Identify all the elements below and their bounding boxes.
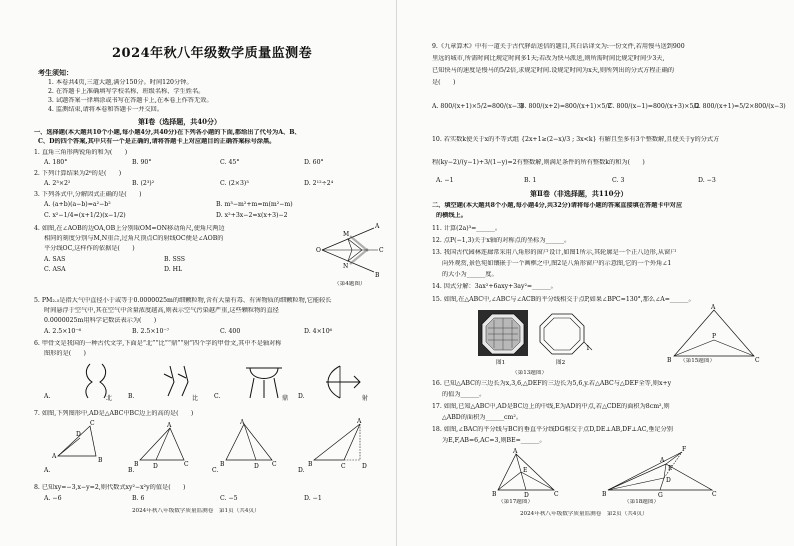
q9-option-b: B. 800/(x+2)=800/(x+1)×5/2 bbox=[520, 103, 612, 110]
fig17-label-a: A bbox=[513, 448, 518, 455]
q6-option-a: A. bbox=[44, 393, 51, 400]
fig7a-label-c: C bbox=[90, 420, 95, 427]
q7-option-b: B. bbox=[128, 467, 135, 474]
fig17-label-e: E bbox=[523, 467, 528, 474]
fig7a-label-a: A bbox=[52, 453, 57, 460]
glyph-caption-ding: 鼎 bbox=[282, 395, 289, 402]
q1-option-a: A. 180° bbox=[44, 159, 68, 166]
figure-15-triangle bbox=[667, 304, 760, 364]
q2-option-d: D. 2¹²÷2⁴ bbox=[304, 180, 334, 187]
q6-option-b: B. bbox=[128, 393, 135, 400]
figure-6-oracle-glyphs bbox=[44, 360, 374, 402]
fig4-label-c: C bbox=[379, 247, 384, 254]
fig7d-label-c: C bbox=[341, 463, 346, 470]
fig4-label-b: B bbox=[375, 272, 380, 279]
glyph-caption-bi: 比 bbox=[192, 395, 199, 402]
fig15-label-c: C bbox=[755, 357, 760, 364]
q9-option-d: D. 800/(x+1)=5/2×800/(x−3) bbox=[694, 103, 786, 110]
question-9-line: 里远的城市,所需时间比规定时间多1天;若改为快马派送,则所需时间比规定时间少3天, bbox=[432, 55, 665, 62]
section2-instruction: 二、填空题(本大题共8个小题,每小题4分,共32分)请将每小题的答案直接填在答题卡中对应 bbox=[432, 202, 683, 209]
glyph-caption-she: 射 bbox=[362, 395, 369, 402]
fig7d-label-d: D bbox=[362, 463, 367, 470]
question-15: 15. 如图,在△ABC中,∠ABC与∠ACB的平分线相交于点P,如果∠BPC=130°,那么∠A=______。 bbox=[432, 296, 695, 303]
section1-instruction: C、D的四个答案,其中只有一个是正确的,请将答题卡上对应题目的正确答案标号涂黑。 bbox=[38, 138, 276, 145]
fig4-label-n: N bbox=[343, 263, 349, 270]
q10-option-b: B. 1 bbox=[524, 177, 537, 184]
notice-heading: 考生须知： bbox=[38, 69, 73, 77]
page-1-footer: 2024年秋八年级数学质量监测卷 第1页（共4页） bbox=[132, 508, 260, 514]
q7-option-d: D. bbox=[298, 467, 305, 474]
fig7a-label-d: D bbox=[76, 431, 81, 438]
question-12: 12. 点P(−1,3)关于x轴的对称点的坐标为______。 bbox=[432, 237, 571, 244]
question-5-line: 时间悬浮于空气中,其在空气中含量浓度越高,则表示空气污染越严重,这些颗粒物的直径 bbox=[44, 307, 279, 314]
q4-option-c: C. ASA bbox=[44, 266, 66, 273]
fig18-label-d: D bbox=[666, 477, 671, 484]
fig4-label-m: M bbox=[343, 231, 350, 238]
part1-heading: 第Ⅰ卷（选择题，共40分） bbox=[138, 118, 222, 126]
question-16-line: 16. 已知△ABC的三边长为x,3,6,△DEF的三边长为5,6,y.若△ABC与△DEF全等,则x+y bbox=[432, 380, 672, 387]
q2-option-a: A. 2³×2² bbox=[44, 180, 71, 187]
q8-option-d: D. −1 bbox=[304, 495, 322, 502]
q5-option-b: B. 2.5×10⁻⁷ bbox=[132, 328, 170, 335]
notice-line: 4. 监测结束,请将本卷和答题卡一并交回。 bbox=[48, 106, 164, 113]
part2-heading: 第Ⅱ卷（非选择题，共110分） bbox=[530, 190, 628, 198]
q8-option-c: C. −5 bbox=[220, 495, 238, 502]
q3-option-d: D. x²+3x−2=x(x+3)−2 bbox=[216, 212, 288, 219]
figure-13-octagon-windows bbox=[478, 308, 598, 368]
fig7c-label-c: C bbox=[272, 461, 277, 468]
fig17-label-b: B bbox=[492, 491, 497, 498]
question-10-line: 10. 若实数k使关于x的不等式组 {2x+1≥(2−x)/3 ; 3x<k} 有解且至多有3个整数解,且使关于y的分式方 bbox=[432, 136, 720, 143]
notice-line: 3. 试题答案一律填涂或书写在答题卡上,在本卷上作答无效。 bbox=[48, 97, 213, 104]
question-5-line: 0.0000025m用科学记数法表示为( ) bbox=[44, 317, 157, 324]
question-5-line: 5. PM₂.₅是指大气中直径小于或等于0.0000025m的细颗粒物,含有大量有毒、有害物质的细颗粒物,它能较长 bbox=[34, 297, 332, 304]
question-2: 2. 下列计算结果为2⁶的是( ) bbox=[34, 170, 122, 177]
question-9-line: 已知快马的速度是慢马的5/2倍,求规定时间.设规定时间为x天,则所列出的分式方程正确的 bbox=[432, 67, 675, 74]
q8-option-a: A. −6 bbox=[44, 495, 62, 502]
q5-option-c: C. 400 bbox=[220, 328, 241, 335]
exam-title: 2024年秋八年级数学质量监测卷 bbox=[112, 46, 313, 61]
question-18-line: 为E,F,AB=6,AC=3,则BE=______。 bbox=[442, 437, 546, 444]
figure-7-triangles bbox=[44, 420, 374, 476]
fig17-label-c: C bbox=[554, 491, 559, 498]
question-13-line: 的大小为______度。 bbox=[442, 271, 498, 278]
question-3: 3. 下列各式中,分解因式正确的是( ) bbox=[34, 191, 142, 198]
section2-instruction: 的横线上。 bbox=[436, 212, 467, 219]
question-11: 11. 计算(2a)³=______。 bbox=[432, 225, 502, 232]
figure-15-caption: （第15题图） bbox=[680, 358, 716, 364]
glyph-caption-bei: 北 bbox=[106, 395, 113, 402]
q10-option-a: A. −1 bbox=[436, 177, 454, 184]
figure-18-caption: （第18题图） bbox=[624, 499, 660, 505]
page-2 bbox=[398, 0, 794, 546]
page-fold bbox=[396, 0, 397, 546]
question-14: 14. 因式分解：3ax²+6axy+3ay²=______。 bbox=[432, 283, 557, 290]
fig15-label-p: P bbox=[712, 333, 717, 340]
question-1: 1. 直角三角形两锐角的和为( ) bbox=[34, 149, 128, 156]
fig17-label-d: D bbox=[524, 492, 529, 499]
figure-18-triangle bbox=[602, 444, 720, 498]
q4-option-d: D. HL bbox=[164, 266, 183, 273]
fig18-label-g: G bbox=[658, 492, 663, 499]
question-16-line: 的值为______。 bbox=[442, 391, 486, 398]
fig18-label-f: F bbox=[682, 446, 687, 453]
question-4-line: 相同的刻度分别与M,N重合,过角尺顶点C的射线OC便是∠AOB的 bbox=[44, 235, 224, 242]
page-2-footer: 2024年秋八年级数学质量监测卷 第2页（共4页） bbox=[520, 511, 648, 517]
q1-option-d: D. 60° bbox=[304, 159, 324, 166]
fig7c-label-a: A bbox=[240, 419, 245, 426]
q9-option-c: C. 800/(x−1)=800/(x+3)×5/2 bbox=[608, 103, 700, 110]
q6-option-d: D. bbox=[298, 393, 305, 400]
fig18-label-e: E bbox=[668, 465, 673, 472]
fig4-label-o: O bbox=[316, 247, 321, 254]
fig13-sub-1: 图1 bbox=[496, 360, 506, 366]
fig15-label-b: B bbox=[667, 357, 672, 364]
q1-option-c: C. 45° bbox=[220, 159, 240, 166]
q10-option-c: C. 3 bbox=[612, 177, 625, 184]
fig7b-label-b: B bbox=[134, 461, 139, 468]
q4-option-a: A. SAS bbox=[44, 256, 66, 263]
fig7b-label-a: A bbox=[167, 422, 172, 429]
fig7c-label-b: B bbox=[220, 461, 225, 468]
figure-4-angle-ruler bbox=[318, 222, 382, 278]
q9-option-a: A. 800/(x+1)×5/2=800/(x−3) bbox=[432, 103, 524, 110]
question-17-line: 17. 如图,已知△ABC中,AD是BC边上的中线,E为AD的中点,若△CDE的面积为8cm²,则 bbox=[432, 403, 670, 410]
figure-17-caption: （第17题图） bbox=[498, 499, 534, 505]
q10-option-d: D. −3 bbox=[698, 177, 716, 184]
q1-option-b: B. 90° bbox=[132, 159, 152, 166]
fig13-sub-2: 图2 bbox=[556, 360, 566, 366]
fig13-angle-label: 1 bbox=[586, 345, 590, 352]
question-4-line: 4. 如图,在∠AOB的边OA,OB上分别取OM=ON移动角尺,使角尺两边 bbox=[34, 225, 225, 232]
question-17-line: △ABD的面积为______cm²。 bbox=[442, 414, 523, 421]
fig7b-label-d: D bbox=[153, 463, 158, 470]
q6-option-c: C. bbox=[214, 393, 221, 400]
fig18-label-b: B bbox=[602, 491, 607, 498]
q2-option-c: C. (2×3)³ bbox=[220, 180, 249, 187]
question-18-line: 18. 如图,∠BAC的平分线与BC的垂直平分线DG相交于点D,DE⊥AB,DF⊥AC,垂足分别 bbox=[432, 426, 673, 433]
fig7d-label-b: B bbox=[308, 461, 313, 468]
question-6-line: 图形的是( ) bbox=[44, 350, 86, 357]
figure-13-caption: （第13题图） bbox=[512, 370, 548, 376]
q4-option-b: B. SSS bbox=[164, 256, 185, 263]
q3-option-b: B. m³−m²+m=m(m²−m) bbox=[216, 201, 293, 208]
q8-option-b: B. 6 bbox=[132, 495, 145, 502]
fig18-label-a: A bbox=[660, 457, 665, 464]
question-10-line: 程(ky−2)/(y−1)+3/(1−y)=2有整数解,则满足条件的所有整数k的和为( ) bbox=[432, 159, 645, 166]
fig18-label-c: C bbox=[712, 491, 717, 498]
question-13-line: 13. 我国古代园林连廊常采用八角形的窗户设计,如图1所示,其轮廓是一个正八边形,从窗户 bbox=[432, 249, 677, 256]
question-6-line: 6. 甲骨文是我国的一种古代文字,下面是“北”“比”“鼎”“射”四个字的甲骨文,其中不是轴对称 bbox=[34, 340, 282, 347]
fig7b-label-c: C bbox=[184, 461, 189, 468]
q3-option-a: A. (a+b)(a−b)=a²−b² bbox=[44, 201, 111, 208]
section1-instruction: 一、选择题(本大题共10个小题,每小题4分,共40分)在下列各小题的下面,都给出了代号为A、B、 bbox=[34, 129, 301, 136]
figure-4-caption: （第4题图） bbox=[334, 281, 366, 287]
fig7a-label-b: B bbox=[98, 457, 103, 464]
fig7c-label-d: D bbox=[254, 463, 259, 470]
question-8: 8. 已知xy=−3,x−y=2,则代数式xy²−x²y的值是( ) bbox=[34, 484, 186, 491]
q3-option-c: C. x²−1/4=(x+1/2)(x−1/2) bbox=[44, 212, 126, 219]
fig15-label-a: A bbox=[711, 304, 716, 311]
fig4-label-a: A bbox=[375, 223, 380, 230]
notice-line: 2. 在答题卡上准确填写学校名称、班级名称、学生姓名。 bbox=[48, 88, 205, 95]
q7-option-a: A. bbox=[44, 467, 51, 474]
figure-17-triangle bbox=[494, 450, 560, 498]
fig7d-label-a: A bbox=[357, 418, 362, 425]
question-4-line: 平分线OC,这样作的依据是( ) bbox=[44, 245, 135, 252]
q2-option-b: B. (2³)² bbox=[132, 180, 155, 187]
q5-option-a: A. 2.5×10⁻⁶ bbox=[44, 328, 82, 335]
notice-line: 1. 本卷共4页,三道大题,满分150分。时间120分钟。 bbox=[48, 79, 193, 86]
page-1 bbox=[0, 0, 396, 546]
q7-option-c: C. bbox=[212, 467, 219, 474]
question-9-line: 是( ) bbox=[432, 79, 456, 86]
question-7: 7. 如图,下列图形中,AD是△ABC中BC边上的高的是( ) bbox=[34, 410, 194, 417]
question-9-line: 9.《九章算术》中有一道关于古代驿站送信的题目,其白话译文为:一份文件,若用慢马送到900 bbox=[432, 43, 685, 50]
question-13-line: 向外观赏,景色宛如镶嵌于一个画框之中,图2是八角形窗户的示意图,它的一个外角∠1 bbox=[442, 260, 672, 267]
q5-option-d: D. 4×10⁶ bbox=[304, 328, 333, 335]
